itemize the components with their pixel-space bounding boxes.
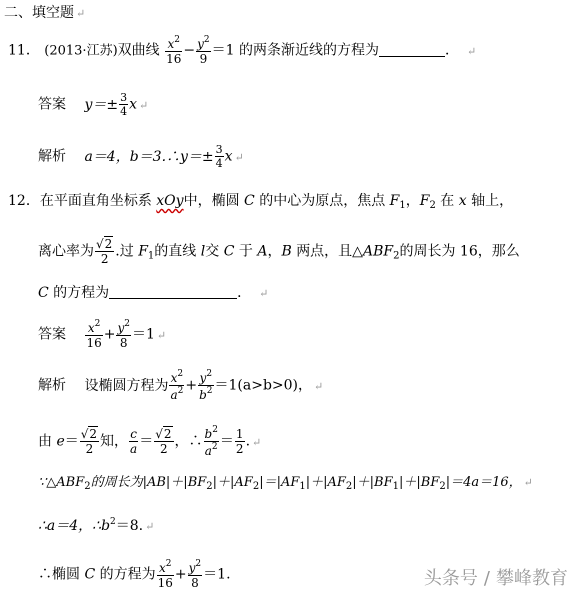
frac-num: y <box>199 371 207 385</box>
an-frac-y2-b2 <box>198 370 213 401</box>
frac-num: c <box>130 427 137 441</box>
frac-den: 2 <box>85 442 94 456</box>
return-mark: ↵ <box>523 476 533 489</box>
frac-b2-a2 <box>204 426 219 457</box>
sub: 2 <box>429 200 436 211</box>
frac-den: 4 <box>120 105 128 118</box>
sub: 2 <box>439 481 446 492</box>
q12-analysis <box>38 370 323 401</box>
text: 离心率为 <box>38 243 94 260</box>
watermark <box>424 564 568 590</box>
sub: 1 <box>392 481 399 492</box>
q12-step3 <box>38 518 154 533</box>
equals: ＝ <box>219 433 234 450</box>
sub: 2 <box>393 250 400 262</box>
sub: 2 <box>252 481 260 492</box>
frac-num: b <box>204 427 213 441</box>
var-l: l <box>200 243 206 260</box>
analysis-var: x <box>224 148 233 165</box>
text: |＋|BF <box>399 475 440 490</box>
frac-den: 8 <box>119 336 128 350</box>
radicand: 2 <box>104 237 113 251</box>
frac-num: x <box>159 561 166 575</box>
plus-sign: + <box>103 326 116 343</box>
text: 在平面直角坐标系 <box>39 193 152 209</box>
text: 两点，且△ <box>296 243 363 260</box>
frac-den: 16 <box>86 336 102 350</box>
sup: 2 <box>211 442 218 452</box>
final-frac-y2-8 <box>188 560 203 589</box>
var-abf: ABF <box>362 243 394 260</box>
text: |＝4a＝16， <box>445 475 522 490</box>
frac-num: y <box>117 321 125 335</box>
text: ＝1. <box>203 566 231 583</box>
text: |＝|AF <box>259 475 300 490</box>
return-mark: ↵ <box>314 379 324 393</box>
q12-answer <box>38 320 166 349</box>
an-frac-x2-a2 <box>169 370 184 401</box>
text: 在 <box>440 193 455 209</box>
sub: 1 <box>299 481 306 492</box>
q11-analysis <box>38 144 244 169</box>
frac-den: 16 <box>166 52 182 66</box>
q12-line3 <box>38 284 268 300</box>
q11-frac-y2-9 <box>196 36 211 65</box>
text: 中，椭圆 <box>183 193 240 209</box>
answer-frac-3-4 <box>119 92 128 117</box>
sqrt2-over-2: $\frac{√2}{2}$ <box>155 427 172 456</box>
equals: ＝ <box>139 433 154 450</box>
text: ∴a＝4，∴b <box>38 518 111 534</box>
sub: 1 <box>147 250 155 262</box>
frac-num: 3 <box>215 143 223 156</box>
equals-one: ＝1 <box>211 42 235 59</box>
sup: 2 <box>165 559 172 569</box>
text: ＝1(a>b>0)， <box>214 377 313 394</box>
sub: 2 <box>345 481 353 492</box>
q11-text-after: 的两条渐近线的方程为 <box>239 42 380 59</box>
analysis-label: 解析 <box>38 377 66 394</box>
plus-sign: + <box>185 377 198 394</box>
minus-sign: − <box>183 42 196 59</box>
sup: 2 <box>203 35 210 45</box>
text: ∴椭圆 <box>38 566 80 583</box>
text: 的中心为原点，焦点 <box>259 193 386 209</box>
eccentricity-frac: $\frac{√2}{2}$ <box>96 237 113 266</box>
text: ，∴ <box>174 433 203 450</box>
frac-num: y <box>188 561 196 575</box>
analysis-label: 解析 <box>38 148 66 165</box>
text: ＝8. <box>115 518 144 534</box>
q12-line2 <box>38 238 520 265</box>
section-title-text: 二、填空题 <box>4 5 74 21</box>
q11-answer-blank <box>379 42 445 57</box>
var-f: F <box>389 193 400 209</box>
var-c: C <box>84 566 96 583</box>
return-mark: ↵ <box>139 98 149 112</box>
text: 的直线 <box>154 243 197 260</box>
text: |＋|BF <box>352 475 393 490</box>
text: 于 <box>238 243 253 260</box>
section-title <box>4 6 85 20</box>
text: 的周长为|AB|＋|BF <box>90 475 207 490</box>
sub: 2 <box>84 481 91 492</box>
q11-number: 11． <box>8 42 40 59</box>
q11-answer <box>38 92 148 117</box>
sup: 2 <box>94 319 101 329</box>
final-frac-x2-16 <box>157 560 174 589</box>
frac-num: x <box>167 37 175 51</box>
text: |＋|AF <box>212 475 253 490</box>
sup: 2 <box>177 369 184 379</box>
q12-answer-blank <box>109 284 237 299</box>
text: ∵△ABF <box>38 475 85 490</box>
text: 由 <box>38 433 52 450</box>
frac-den: a <box>170 388 178 402</box>
var-a: A <box>257 243 268 260</box>
equals-one: ＝1 <box>131 326 155 343</box>
frac-den: 16 <box>157 576 173 590</box>
answer-label: 答案 <box>38 326 66 343</box>
frac-num: 1 <box>235 427 244 441</box>
sup: 2 <box>195 559 202 569</box>
return-mark: ↵ <box>156 328 167 342</box>
var-c: C <box>38 285 49 301</box>
q12-step1 <box>38 426 261 457</box>
frac-num: 3 <box>120 91 128 104</box>
answer-expr: y＝± <box>84 96 119 113</box>
return-mark: ↵ <box>76 7 86 20</box>
frac-num: y <box>197 37 204 51</box>
sup: 2 <box>206 369 213 379</box>
analysis-text: a＝4，b＝3.∴y＝± <box>84 148 214 165</box>
text: ， <box>267 243 282 260</box>
frac-den: a <box>130 442 138 456</box>
text: 的方程为 <box>53 285 110 301</box>
frac-den: 9 <box>199 52 208 66</box>
q12-number: 12． <box>8 193 40 209</box>
sub: 2 <box>206 481 213 492</box>
text: 交 <box>205 243 220 260</box>
sup: 2 <box>124 319 130 329</box>
sup: 2 <box>206 386 213 396</box>
frac-den: 2 <box>235 442 244 456</box>
q11-source: (2013·江苏) <box>44 43 118 59</box>
watermark-sep: / <box>483 568 490 589</box>
var-c: C <box>244 193 255 209</box>
q12-step2 <box>38 476 533 492</box>
analysis-frac-3-4 <box>215 144 224 169</box>
var-c: C <box>223 243 235 260</box>
sup: 2 <box>177 386 184 396</box>
return-mark: ↵ <box>467 44 477 58</box>
var-f: F <box>419 193 430 209</box>
frac-num: x <box>170 371 178 385</box>
text: 轴上， <box>471 193 514 209</box>
frac-den: b <box>199 388 207 402</box>
watermark-part2: 攀峰教育 <box>496 568 568 589</box>
end-punct: ． <box>445 42 460 59</box>
q11-line <box>8 36 476 65</box>
frac-num: x <box>87 321 95 335</box>
text: 知， <box>100 433 129 450</box>
text: |＋|AF <box>305 475 346 490</box>
ans-frac-y2-8 <box>116 320 131 349</box>
text: .过 <box>115 243 134 260</box>
var-f: F <box>138 243 148 260</box>
text: 设椭圆方程为 <box>84 377 169 394</box>
frac-den: 2 <box>100 252 109 266</box>
text: ， <box>405 193 420 209</box>
watermark-part1: 头条号 <box>423 568 478 589</box>
text: . <box>245 433 251 450</box>
q12-line1 <box>8 194 513 211</box>
frac-c-a <box>129 428 138 455</box>
sup: 2 <box>174 35 180 45</box>
frac-1-2 <box>235 428 245 455</box>
answer-label: 答案 <box>38 96 66 113</box>
frac-den: 2 <box>160 442 168 456</box>
text: 的周长为 16，那么 <box>399 243 520 260</box>
var-e: e <box>56 433 65 450</box>
q11-frac-x2-16 <box>165 36 182 65</box>
xoy-term: xOy <box>156 193 184 209</box>
radicand: 2 <box>163 427 172 441</box>
q12-step4 <box>38 560 231 589</box>
var-x: x <box>458 193 467 209</box>
q11-text-before: 双曲线 <box>117 42 160 59</box>
sup: 2 <box>212 425 218 435</box>
end-punct: ． <box>237 285 252 301</box>
sqrt2-over-2: $\frac{√2}{2}$ <box>80 427 98 456</box>
frac-den: a <box>204 444 212 458</box>
return-mark: ↵ <box>259 287 269 300</box>
radicand: 2 <box>89 427 98 441</box>
return-mark: ↵ <box>252 435 262 449</box>
sub: 1 <box>399 200 406 211</box>
ans-frac-x2-16 <box>85 320 102 349</box>
frac-den: 4 <box>215 157 223 170</box>
sup: 2 <box>110 517 116 527</box>
return-mark: ↵ <box>234 150 244 164</box>
answer-var: x <box>129 96 137 113</box>
return-mark: ↵ <box>145 520 155 533</box>
var-b: B <box>281 243 292 260</box>
equals: ＝ <box>64 433 79 450</box>
frac-den: 8 <box>191 576 199 590</box>
text: 的方程为 <box>99 566 156 583</box>
plus-sign: + <box>174 566 187 583</box>
